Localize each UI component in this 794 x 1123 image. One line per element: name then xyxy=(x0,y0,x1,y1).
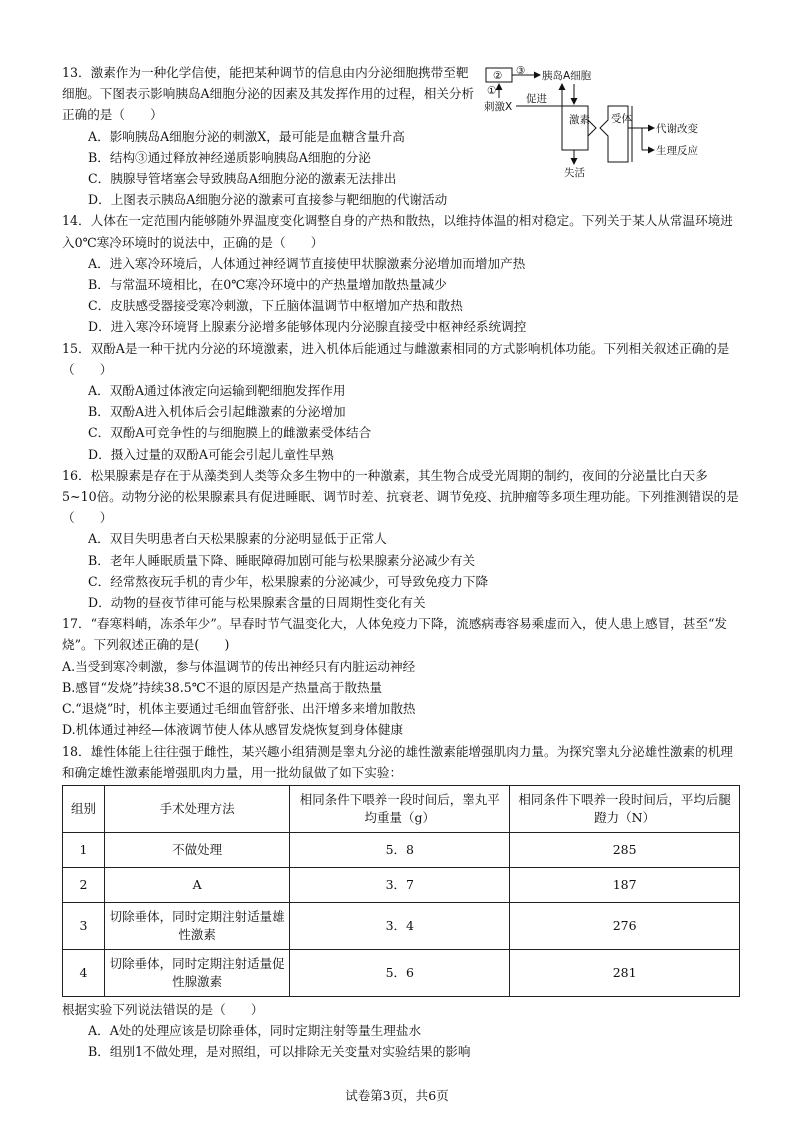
label-2: ② xyxy=(493,70,503,82)
q13-diagram-svg xyxy=(482,64,742,186)
table-cell: 不做处理 xyxy=(104,832,289,867)
question-13-stem: 13．激素作为一种化学信使，能把某种调节的信息由内分泌细胞携带至靶细胞。下图表示影响胰岛A细胞分泌的因素及其发挥作用的过程，相关分析正确的是（ ） xyxy=(62,65,475,123)
q14-option-b: B．与常温环境相比，在0℃寒冷环境中的产热量增加散热量减少 xyxy=(88,277,447,293)
q17-option-c: C.“退烧”时，机体主要通过毛细血管舒张、出汗增多来增加散热 xyxy=(62,701,416,717)
table-header: 相同条件下喂养一段时间后，睾丸平均重量（g） xyxy=(290,785,510,832)
label-3: ③ xyxy=(516,65,526,77)
table-cell: 3．7 xyxy=(290,867,510,902)
q15-option-b: B．双酚A进入机体后会引起雌激素的分泌增加 xyxy=(88,404,346,420)
table-cell: 5．6 xyxy=(290,949,510,996)
table-cell: 276 xyxy=(510,902,740,949)
table-cell: A xyxy=(104,867,289,902)
question-14-stem: 14．人体在一定范围内能够随外界温度变化调整自身的产热和散热，以维持体温的相对稳定。下列关于某人从常温环境进入0℃寒冷环境时的说法中，正确的是（ ） xyxy=(62,213,733,250)
table-cell: 281 xyxy=(510,949,740,996)
q15-option-d: D．摄入过量的双酚A可能会引起儿童性早熟 xyxy=(88,446,334,462)
experiment-table xyxy=(62,785,740,997)
q13-diagram xyxy=(482,64,742,186)
question-16-stem: 16．松果腺素是存在于从藻类到人类等众多生物中的一种激素，其生物合成受光周期的制约，夜间的分泌量比白天多5~10倍。动物分泌的松果腺素具有促进睡眠、调节时差、抗衰老、调节免疫、抗肿瘤等多项生理功能。下列推测错误的是（ ） xyxy=(62,467,739,526)
label-1: ① xyxy=(487,85,497,97)
table-row xyxy=(63,867,740,902)
table-cell: 切除垂体，同时定期注射适量促性腺激素 xyxy=(104,949,289,996)
table-cell: 切除垂体，同时定期注射适量雄性激素 xyxy=(104,902,289,949)
q13-option-d: D．上图表示胰岛A细胞分泌的激素可直接参与靶细胞的代谢活动 xyxy=(88,192,448,208)
hormone-box xyxy=(562,106,588,150)
table-cell: 187 xyxy=(510,867,740,902)
page-footer: 试卷第3页，共6页 xyxy=(345,1088,449,1103)
q13-option-b: B．结构③通过释放神经递质影响胰岛A细胞的分泌 xyxy=(88,149,371,165)
q14-option-a: A．进入寒冷环境后，人体通过神经调节直接使甲状腺激素分泌增加而增加产热 xyxy=(88,255,526,271)
q14-option-c: C．皮肤感受器接受寒冷刺激，下丘脑体温调节中枢增加产热和散热 xyxy=(88,298,463,314)
q17-option-a: A.当受到寒冷刺激，参与体温调节的传出神经只有内脏运动神经 xyxy=(62,658,416,674)
question-17-stem: 17．“春寒料峭，冻杀年少”。早春时节气温变化大，人体免疫力下降，流感病毒容易乘虚而入，使人患上感冒，甚至“发烧”。下列叙述正确的是( ) xyxy=(62,616,728,653)
q17-option-d: D.机体通过神经—体液调节使人体从感冒发烧恢复到身体健康 xyxy=(62,722,404,738)
question-15-stem: 15．双酚A是一种干扰内分泌的环境激素，进入机体后能通过与雌激素相同的方式影响机体功能。下列相关叙述正确的是（ ） xyxy=(62,340,730,377)
table-cell: 5．8 xyxy=(290,832,510,867)
q16-option-c: C．经常熬夜玩手机的青少年，松果腺素的分泌减少，可导致免疫力下降 xyxy=(88,573,489,589)
question-16 xyxy=(62,465,740,613)
q15-option-c: C．双酚A可竞争性的与细胞膜上的雌激素受体结合 xyxy=(88,425,372,441)
inactive-label: 失活 xyxy=(564,167,585,179)
receptor-label: 受体 xyxy=(611,113,632,125)
q13-option-a: A．影响胰岛A细胞分泌的刺激X，最可能是血糖含量升高 xyxy=(88,128,405,144)
table-row xyxy=(63,902,740,949)
table-cell: 3．4 xyxy=(290,902,510,949)
question-14 xyxy=(62,210,740,337)
q18-option-a: A．A处的处理应该是切除垂体，同时定期注射等量生理盐水 xyxy=(88,1023,422,1039)
table-cell: 285 xyxy=(510,832,740,867)
question-18 xyxy=(62,741,740,1063)
promote-label: 促进 xyxy=(526,93,547,105)
stimulus-x-label: 刺激X xyxy=(484,101,513,113)
question-15 xyxy=(62,338,740,465)
table-header: 组别 xyxy=(63,785,105,832)
q13-option-c: C．胰腺导管堵塞会导致胰岛A细胞分泌的激素无法排出 xyxy=(88,171,397,187)
question-18-prompt: 根据实验下列说法错误的是（ ） xyxy=(62,1001,264,1017)
q14-option-d: D．进入寒冷环境肾上腺素分泌增多能够体现内分泌腺直接受中枢神经系统调控 xyxy=(88,319,527,335)
q16-option-a: A．双目失明患者白天松果腺素的分泌明显低于正常人 xyxy=(88,531,387,547)
table-cell: 4 xyxy=(63,949,105,996)
table-header-row xyxy=(63,785,740,832)
question-18-stem: 18．雄性体能上往往强于雌性，某兴趣小组猜测是睾丸分泌的雄性激素能增强肌肉力量。为探究睾丸分泌雄性激素的机理和确定雄性激素能增强肌肉力量，用一批幼鼠做了如下实验： xyxy=(62,743,733,780)
table-row xyxy=(63,832,740,867)
islet-a-cell-label: 胰岛A细胞 xyxy=(542,70,592,82)
q18-option-b: B．组别1不做处理，是对照组，可以排除无关变量对实验结果的影响 xyxy=(88,1044,471,1060)
table-cell: 1 xyxy=(63,832,105,867)
q17-option-b: B.感冒“发烧”持续38.5℃不退的原因是产热量高于散热量 xyxy=(62,679,383,695)
table-header: 手术处理方法 xyxy=(104,785,289,832)
table-row xyxy=(63,949,740,996)
q15-option-a: A．双酚A通过体液定向运输到靶细胞发挥作用 xyxy=(88,383,346,399)
q16-option-b: B．老年人睡眠质量下降、睡眠障碍加剧可能与松果腺素分泌减少有关 xyxy=(88,552,476,568)
table-cell: 3 xyxy=(63,902,105,949)
table-cell: 2 xyxy=(63,867,105,902)
question-17 xyxy=(62,613,740,740)
table-header: 相同条件下喂养一段时间后，平均后腿蹬力（N） xyxy=(510,785,740,832)
hormone-label: 激素 xyxy=(569,114,590,126)
exam-page xyxy=(62,62,740,1063)
q16-option-d: D．动物的昼夜节律可能与松果腺素含量的日周期性变化有关 xyxy=(88,595,426,611)
phys-label: 生理反应 xyxy=(656,145,698,157)
metab-label: 代谢改变 xyxy=(656,123,698,135)
question-13 xyxy=(62,62,476,210)
